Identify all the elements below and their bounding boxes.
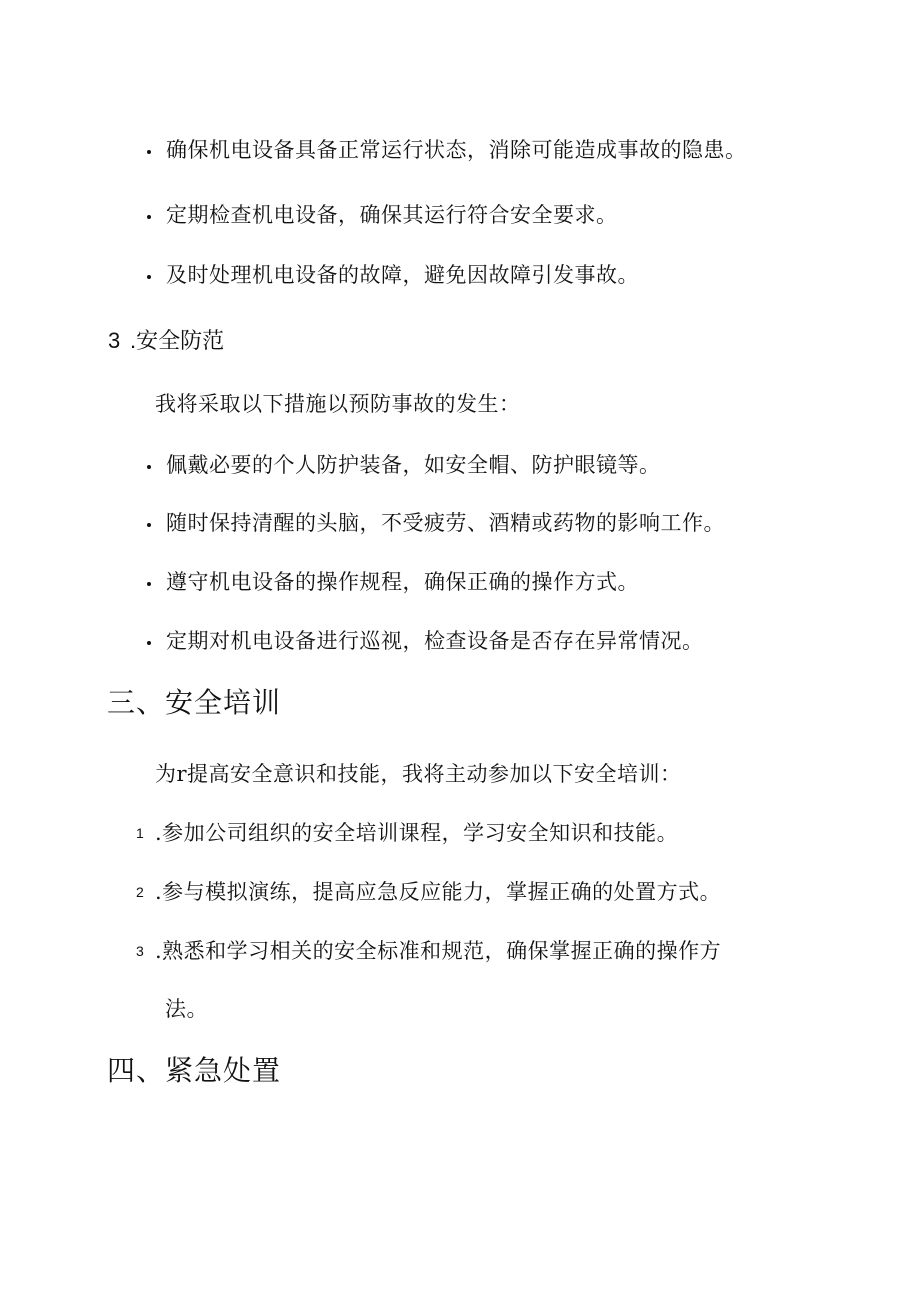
bullet-item: 随时保持清醒的头脑，不受疲劳、酒精或药物的影响工作。: [166, 511, 725, 535]
bullet-dot: [147, 215, 151, 219]
bullet-item: 及时处理机电设备的故障，避免因故障引发事故。: [166, 263, 639, 287]
section-title: .安全防范: [130, 328, 225, 353]
bullet-dot: [147, 582, 151, 586]
list-item: .参与模拟演练，提高应急反应能力，掌握正确的处置方式。: [155, 880, 722, 904]
list-number: 2: [136, 884, 144, 900]
bullet-item: 佩戴必要的个人防护装备，如安全帽、防护眼镜等。: [166, 453, 661, 477]
list-item: .参加公司组织的安全培训课程，学习安全知识和技能。: [155, 821, 679, 845]
list-number: 1: [136, 825, 144, 841]
bullet-item: 定期对机电设备进行巡视，检查设备是否存在异常情况。: [166, 629, 704, 653]
bullet-dot: [147, 523, 151, 527]
emergency-heading: 四、紧急处置: [107, 1054, 282, 1087]
bullet-dot: [147, 150, 151, 154]
section-number: 3: [108, 328, 121, 353]
list-item: .熟悉和学习相关的安全标准和规范，确保掌握正确的操作方: [155, 939, 722, 963]
list-number: 3: [136, 943, 144, 959]
section-intro: 我将采取以下措施以预防事故的发生：: [155, 392, 521, 416]
bullet-item: 定期检查机电设备，确保其运行符合安全要求。: [166, 203, 618, 227]
bullet-item: 遵守机电设备的操作规程，确保正确的操作方式。: [166, 570, 639, 594]
bullet-dot: [147, 641, 151, 645]
bullet-item: 确保机电设备具备正常运行状态，消除可能造成事故的隐患。: [166, 138, 747, 162]
bullet-dot: [147, 465, 151, 469]
training-intro: 为r提高安全意识和技能，我将主动参加以下安全培训：: [155, 762, 682, 786]
training-heading: 三、安全培训: [107, 686, 282, 719]
bullet-dot: [147, 275, 151, 279]
list-item-continuation: 法。: [165, 997, 208, 1021]
